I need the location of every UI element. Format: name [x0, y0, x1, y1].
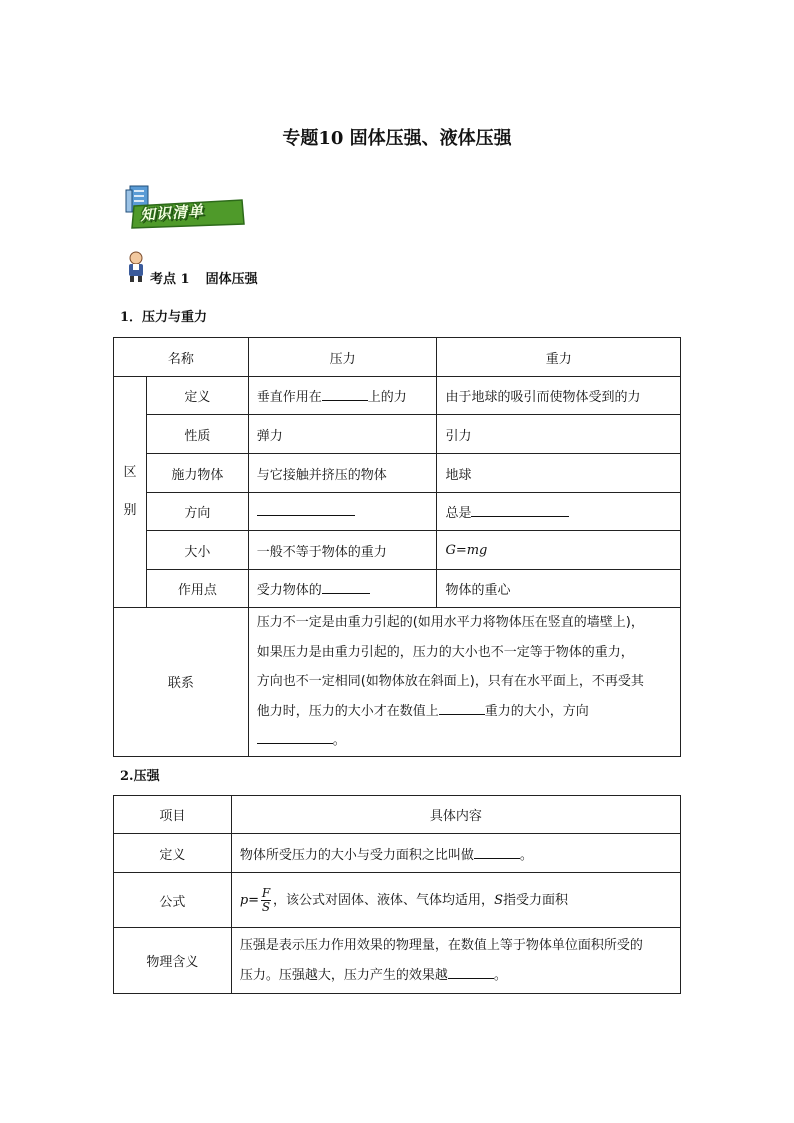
meaning-cell: 压强是表示压力作用效果的物理量，在数值上等于物体单位面积所受的 压力。压强越大，压力产生的效果越 。: [231, 928, 680, 994]
fill-blank[interactable]: [257, 731, 333, 744]
fill-blank[interactable]: [448, 966, 494, 979]
table-row: [114, 493, 681, 531]
header-name: 名称: [114, 338, 249, 377]
table-row: [114, 873, 681, 928]
pressure-cell: 受力物体的: [248, 570, 437, 608]
table-row-relation: [114, 608, 681, 757]
header-content: 具体内容: [231, 796, 680, 834]
fill-blank[interactable]: [439, 702, 485, 715]
table-row: [114, 570, 681, 608]
relation-label: 联系: [114, 608, 249, 757]
fraction: $\frac{F}{S}$: [261, 885, 271, 914]
gravity-cell: 物体的重心: [437, 570, 681, 608]
teacher-avatar-icon: [124, 250, 148, 282]
row-label: 方向: [146, 493, 248, 531]
gravity-cell: 地球: [437, 454, 681, 493]
fill-blank[interactable]: [471, 504, 569, 517]
table-row: [114, 531, 681, 570]
row-label: 定义: [146, 377, 248, 415]
fill-blank[interactable]: [322, 581, 370, 594]
relation-text: 压力不一定是由重力引起的(如用水平力将物体压在竖直的墙壁上)， 如果压力是由重力引起的，压力的大小也不一定等于物体的重力， 方向也不一定相同(如物体放在斜面上)，只有在水平面上，不再受其 他力时，压力的大小才在数值上 重力的大小，方向 。: [248, 608, 680, 757]
gravity-cell: 由于地球的吸引而使物体受到的力: [437, 377, 681, 415]
banner-title: 知识清单: [139, 201, 205, 225]
formula-cell: p= $\frac{F}{S}$ ，该公式对固体、液体、气体均适用，S指受力面积: [231, 873, 680, 928]
row-label: 定义: [114, 834, 232, 873]
pressure-cell: 弹力: [248, 415, 437, 454]
pressure-cell: 一般不等于物体的重力: [248, 531, 437, 570]
header-item: 项目: [114, 796, 232, 834]
content-cell: 物体所受压力的大小与受力面积之比叫做 。: [231, 834, 680, 873]
table-row: [114, 415, 681, 454]
fill-blank[interactable]: [322, 388, 368, 401]
gravity-formula: G=mg: [437, 531, 681, 570]
table-header-row: [114, 796, 681, 834]
row-label: 公式: [114, 873, 232, 928]
pressure-cell: 垂直作用在 上的力: [248, 377, 437, 415]
row-label: 性质: [146, 415, 248, 454]
topic-label: 考点 1: [150, 272, 190, 287]
header-gravity: 重力: [437, 338, 681, 377]
gravity-cell: 引力: [437, 415, 681, 454]
row-label: 物理含义: [114, 928, 232, 994]
table-row: [114, 928, 681, 994]
section-heading-1: 1．压力与重力: [120, 310, 208, 325]
pressure-vs-gravity-table: [113, 337, 681, 757]
knowledge-list-banner: [124, 184, 246, 230]
row-label: 作用点: [146, 570, 248, 608]
row-label: 大小: [146, 531, 248, 570]
topic-name: 固体压强: [205, 272, 258, 287]
table-header-row: [114, 338, 681, 377]
fill-blank[interactable]: [474, 846, 520, 859]
page-title: 专题10 固体压强、液体压强: [282, 128, 512, 149]
pressure-cell: 与它接触并挤压的物体: [248, 454, 437, 493]
header-pressure: 压力: [248, 338, 437, 377]
gravity-cell: 总是: [437, 493, 681, 531]
row-label: 施力物体: [146, 454, 248, 493]
section-heading-2: 2.压强: [120, 769, 160, 784]
group-label-difference: 区 别: [114, 377, 147, 608]
pressure-cell: [248, 493, 437, 531]
fill-blank[interactable]: [257, 503, 355, 516]
table-row: [114, 377, 681, 415]
table-row: [114, 454, 681, 493]
table-row: [114, 834, 681, 873]
pressure-definition-table: [113, 795, 681, 994]
